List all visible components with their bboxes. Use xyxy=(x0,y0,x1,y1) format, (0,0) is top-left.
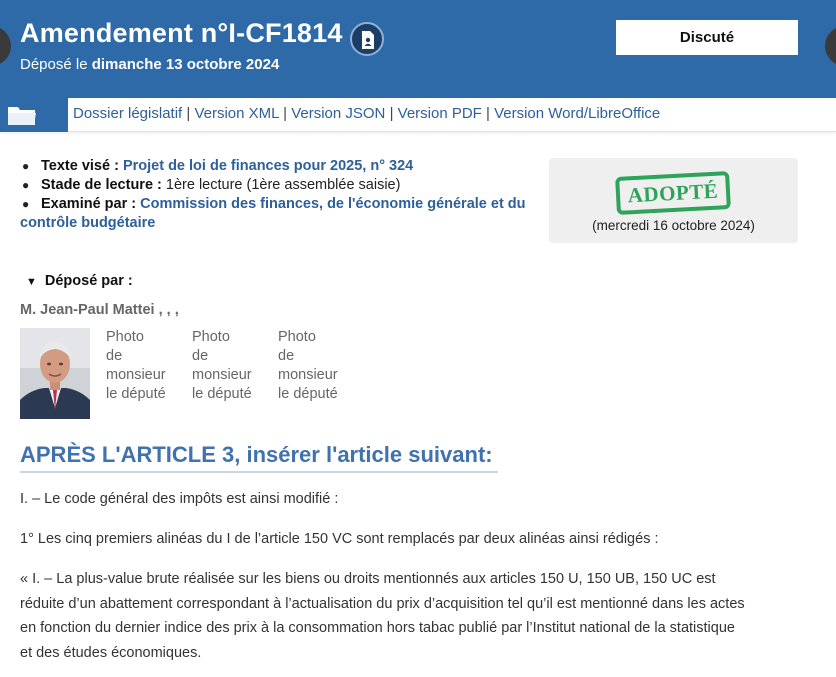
photo-alt-line: Photo xyxy=(106,329,144,345)
folder-icon xyxy=(7,104,37,126)
link-dossier-legislatif[interactable]: Dossier législatif xyxy=(73,105,183,122)
photo-alt-line: de xyxy=(192,348,209,364)
photo-placeholder xyxy=(106,328,182,404)
deposit-date-line xyxy=(20,56,279,73)
photo-alt-line: Photo xyxy=(278,329,316,345)
bullet: ● xyxy=(22,197,30,211)
article-paragraph-2: 1° Les cinq premiers alinéas du I de l’article 150 VC sont remplacés par deux alinéas ainsi rédigés : xyxy=(20,531,659,547)
document-person-icon[interactable] xyxy=(350,22,384,56)
paragraph-line: « I. – La plus-value brute réalisée sur les biens ou droits mentionnés aux articles 150 U, 150 UB, 150 UC est xyxy=(20,571,716,587)
amendment-info-list xyxy=(20,157,540,233)
page-title: Amendement n°I-CF1814 xyxy=(20,18,343,48)
commission-link-continued[interactable]: contrôle budgétaire xyxy=(20,215,156,231)
article-title: APRÈS L'ARTICLE 3, insérer l'article suivant: xyxy=(20,442,493,467)
deposited-by-toggle[interactable] xyxy=(26,273,133,289)
link-version-pdf[interactable]: Version PDF xyxy=(397,105,482,122)
photo-alt-line: monsieur xyxy=(278,367,338,383)
examine-label: Examiné par : xyxy=(41,196,141,212)
deposit-prefix: Déposé le xyxy=(20,56,92,73)
photo-alt-line: monsieur xyxy=(106,367,166,383)
version-links xyxy=(73,105,660,122)
info-examine-par xyxy=(20,195,540,214)
photo-alt-line: le député xyxy=(192,386,252,402)
status-button[interactable]: Discuté xyxy=(616,20,798,55)
photo-placeholder xyxy=(192,328,268,404)
link-separator: | xyxy=(385,105,398,122)
photo-alt-line: Photo xyxy=(192,329,230,345)
info-examine-par-wrap xyxy=(20,214,540,233)
adopted-stamp: ADOPTÉ xyxy=(615,171,731,215)
adopted-date: (mercredi 16 octobre 2024) xyxy=(592,218,755,233)
status-box xyxy=(549,158,798,243)
link-version-json[interactable]: Version JSON xyxy=(291,105,386,122)
article-paragraph-1: I. – Le code général des impôts est ainsi modifié : xyxy=(20,491,339,507)
link-separator: | xyxy=(278,105,292,122)
texte-vise-link[interactable]: Projet de loi de finances pour 2025, n° 324 xyxy=(122,158,414,174)
deputy-photo xyxy=(20,328,90,419)
author-name: M. Jean-Paul Mattei , , , xyxy=(20,302,179,318)
document-links-bar xyxy=(0,98,836,132)
article-paragraph-3 xyxy=(20,567,820,665)
paragraph-line: réduite d’un abattement correspondant à l’actualisation du prix d’acquisition tel qu’il est mentionné dans les actes xyxy=(20,595,745,612)
bullet: ● xyxy=(22,159,30,173)
photo-placeholder xyxy=(278,328,354,404)
amendment-header xyxy=(0,0,836,98)
next-arrow-button[interactable] xyxy=(825,26,836,66)
stade-label: Stade de lecture : xyxy=(41,177,166,193)
photo-alt-line: de xyxy=(278,348,295,364)
folder-button[interactable] xyxy=(0,98,68,132)
info-stade-lecture xyxy=(20,176,540,195)
photo-alt-line: le député xyxy=(106,386,166,402)
photo-alt-line: monsieur xyxy=(192,367,252,383)
paragraph-line: en fonction du dernier indice des prix à la consommation hors tabac publié par l’Institut national de la statistique xyxy=(20,620,735,636)
stade-value: 1ère lecture (1ère assemblée saisie) xyxy=(165,177,401,193)
previous-arrow-button[interactable] xyxy=(0,26,11,66)
link-version-word[interactable]: Version Word/LibreOffice xyxy=(494,105,661,122)
bullet: ● xyxy=(22,178,30,192)
link-separator: | xyxy=(481,105,495,122)
texte-label: Texte visé : xyxy=(41,158,123,174)
article-title-underline xyxy=(20,471,498,473)
photo-alt-line: de xyxy=(106,348,123,364)
paragraph-line: et des études économiques. xyxy=(20,644,202,661)
triangle-down-icon: ▼ xyxy=(26,276,37,288)
link-separator: | xyxy=(182,105,195,122)
photo-alt-line: le député xyxy=(278,386,338,402)
deposit-date: dimanche 13 octobre 2024 xyxy=(91,56,280,73)
info-texte-vise xyxy=(20,157,540,176)
deposited-by-heading: Déposé par : xyxy=(44,273,133,289)
link-version-xml[interactable]: Version XML xyxy=(194,105,279,122)
commission-link[interactable]: Commission des finances, de l'économie générale et du xyxy=(140,196,526,212)
